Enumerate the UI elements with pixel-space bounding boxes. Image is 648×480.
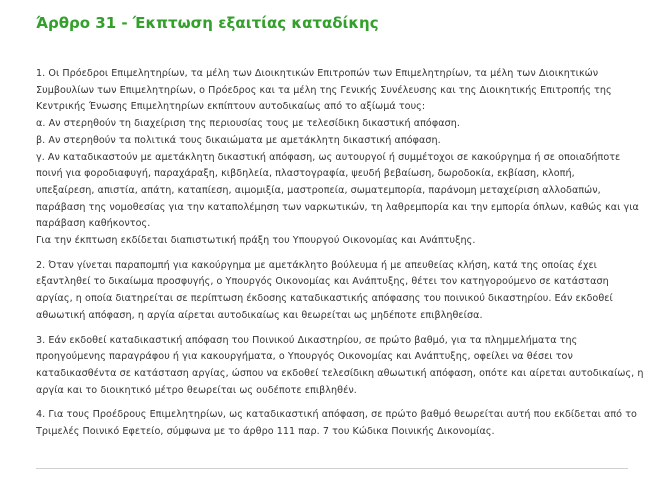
paragraph-line: Για την έκπτωση εκδίδεται διαπιστωτική πράξη του Υπουργού Οικονομίας και Ανάπτυξης.	[36, 235, 476, 247]
paragraph-line: 3. Εάν εκδοθεί καταδικαστική απόφαση του Ποινικού Δικαστηρίου, σε πρώτο βαθμό, για τα πλημμελήματα της	[36, 334, 578, 346]
paragraph-line: 2. Όταν γίνεται παραπομπή για κακούργημα με αμετάκλητο βούλευμα ή με απευθείας κλήση, κατά της οποίας έχει	[36, 259, 597, 271]
paragraph-line: α. Αν στερηθούν τη διαχείριση της περιουσίας τους με τελεσίδικη δικαστική απόφαση.	[36, 118, 460, 130]
article-paragraph-2	[36, 258, 636, 325]
article-paragraph-3	[36, 333, 644, 400]
paragraph-line: 4. Για τους Προέδρους Επιμελητηρίων, ως καταδικαστική απόφαση, σε πρώτο βαθμό θεωρείται αυτή που εκδίδεται από το	[36, 409, 637, 421]
paragraph-line: εξαντληθεί το δικαίωμα προσφυγής, ο Υπουργός Οικονομίας και Ανάπτυξης, θέτει τον κατηγορούμενο σε κατάσταση	[36, 276, 609, 288]
bottom-divider	[36, 468, 628, 469]
article-body	[36, 66, 644, 441]
paragraph-line: καταδικασθέντα σε κατάσταση αργίας, ώσπου να εκδοθεί τελεσίδικη αθωωτική απόφαση, οπότε και αίρεται αυτοδικαίως, η	[36, 367, 644, 379]
paragraph-line: γ. Αν καταδικαστούν με αμετάκλητη δικαστική απόφαση, ως αυτουργοί ή συμμέτοχοι σε κακούργημα ή σε οποιαδήποτε	[36, 151, 621, 163]
paragraph-line: Τριμελές Ποινικό Εφετείο, σύμφωνα με το άρθρο 111 παρ. 7 του Κώδικα Ποινικής Δικονομίας.	[36, 426, 495, 438]
paragraph-line: Κεντρικής Ένωσης Επιμελητηρίων εκπίπτουν αυτοδικαίως από το αξίωμά τους:	[36, 101, 426, 113]
paragraph-line: Συμβουλίων των Επιμελητηρίων, ο Πρόεδρος και τα μέλη της Γενικής Συνέλευσης και της Διοικητικής Επιτροπής της	[36, 84, 612, 96]
paragraph-line: β. Αν στερηθούν τα πολιτικά τους δικαιώματα με αμετάκλητη δικαστική απόφαση.	[36, 134, 441, 146]
article-paragraph-4	[36, 407, 636, 440]
paragraph-line: παράβαση καθήκοντος.	[36, 218, 151, 230]
paragraph-line: 1. Οι Πρόεδροι Επιμελητηρίων, τα μέλη των Διοικητικών Επιτροπών των Επιμελητηρίων, τα μέλη των Διοικητικών	[36, 68, 599, 79]
article-title: Άρθρο 31 - Έκπτωση εξαιτίας καταδίκης	[36, 14, 379, 32]
paragraph-line: υπεξαίρεση, απιστία, απάτη, καταπίεση, αιμομιξία, μαστροπεία, σωματεμπορία, παράνομη μεταχείριση αλλοδαπών,	[36, 184, 601, 196]
paragraph-line: αθωωτική απόφαση, η αργία αίρεται αυτοδικαίως και θεωρείται ως μηδέποτε επιβληθείσα.	[36, 309, 483, 321]
paragraph-line: αργίας, η οποία διατηρείται σε περίπτωση έκδοσης καταδικαστικής απόφασης του ποινικού δικαστηρίου. Εάν εκδοθεί	[36, 293, 613, 305]
paragraph-line: παράβαση της νομοθεσίας για την καταπολέμηση των ναρκωτικών, τη λαθρεμπορία και την εμπορία όπλων, καθώς και για	[36, 201, 639, 213]
article-paragraph-1	[36, 66, 639, 250]
paragraph-line: αργία και το διοικητικό μέτρο θεωρείται ως ουδέποτε επιβληθέν.	[36, 384, 357, 396]
paragraph-line: ποινή για φοροδιαφυγή, παραχάραξη, κιβδηλεία, πλαστογραφία, ψευδή βεβαίωση, δωροδοκία, εκβίαση, κλοπή,	[36, 168, 575, 180]
paragraph-line: προηγούμενης παραγράφου ή για κακουργήματα, ο Υπουργός Οικονομίας και Ανάπτυξης, οφείλει να θέσει τον	[36, 351, 573, 363]
